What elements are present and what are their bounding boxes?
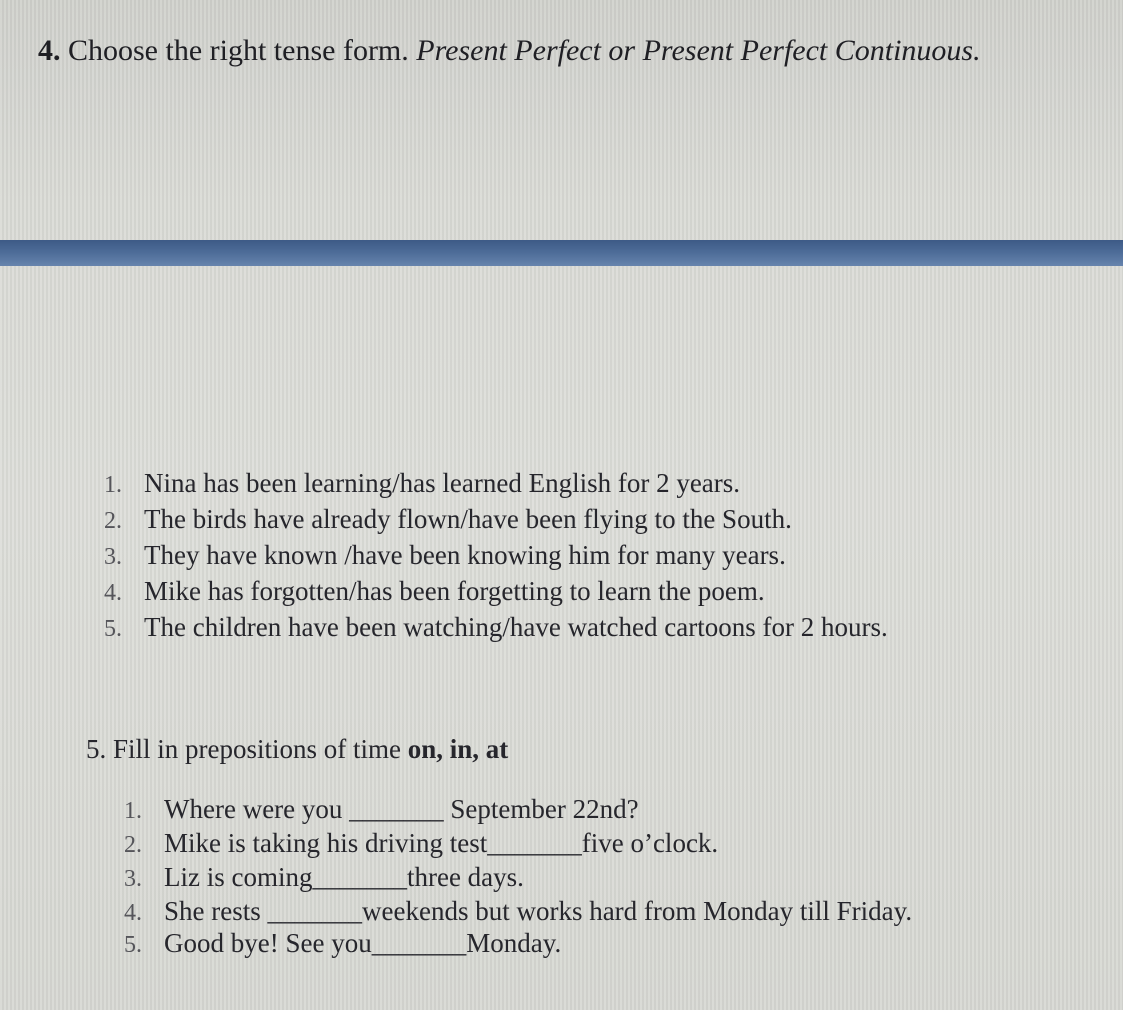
exercise-4-instruction: Choose the right tense form. [68, 34, 409, 67]
item-text: They have known /have been knowing him for many years. [144, 540, 786, 570]
list-item [104, 576, 765, 607]
item-number: 4. [124, 900, 142, 926]
item-number: 4. [104, 580, 122, 606]
item-text: Where were you _______ September 22nd? [164, 794, 639, 824]
item-text: The children have been watching/have watched cartoons for 2 hours. [144, 612, 888, 642]
list-item [104, 540, 786, 571]
item-text: Good bye! See you_______Monday. [164, 928, 562, 958]
item-text: Mike has forgotten/has been forgetting to learn the poem. [144, 576, 765, 606]
list-item [124, 896, 912, 927]
list-item [124, 928, 561, 959]
item-number: 2. [104, 508, 122, 534]
item-number: 2. [124, 832, 142, 858]
item-text: Liz is coming_______three days. [164, 862, 524, 892]
item-number: 5. [104, 616, 122, 642]
list-item [104, 612, 888, 643]
list-item [104, 504, 792, 535]
list-item [124, 862, 524, 893]
exercise-4-title [38, 34, 981, 68]
item-number: 1. [124, 798, 142, 824]
exercise-5-prepositions: on, in, at [407, 734, 509, 764]
item-number: 3. [124, 866, 142, 892]
exercise-5-instruction: 5. Fill in prepositions of time [86, 734, 401, 764]
item-text: Nina has been learning/has learned English for 2 years. [144, 468, 741, 498]
exercise-4-number: 4. [38, 34, 61, 67]
item-number: 5. [124, 932, 142, 958]
list-item [124, 794, 639, 825]
item-text: Mike is taking his driving test_______five o’clock. [164, 828, 719, 858]
item-text: She rests _______weekends but works hard from Monday till Friday. [164, 896, 913, 926]
item-number: 3. [104, 544, 122, 570]
list-item [124, 828, 718, 859]
list-item [104, 468, 740, 499]
item-number: 1. [104, 472, 122, 498]
blue-divider-bar [0, 240, 1123, 266]
item-text: The birds have already flown/have been flying to the South. [144, 504, 792, 534]
exercise-4-tenses: Present Perfect or Present Perfect Continuous. [416, 34, 981, 67]
exercise-5-heading [86, 734, 508, 765]
